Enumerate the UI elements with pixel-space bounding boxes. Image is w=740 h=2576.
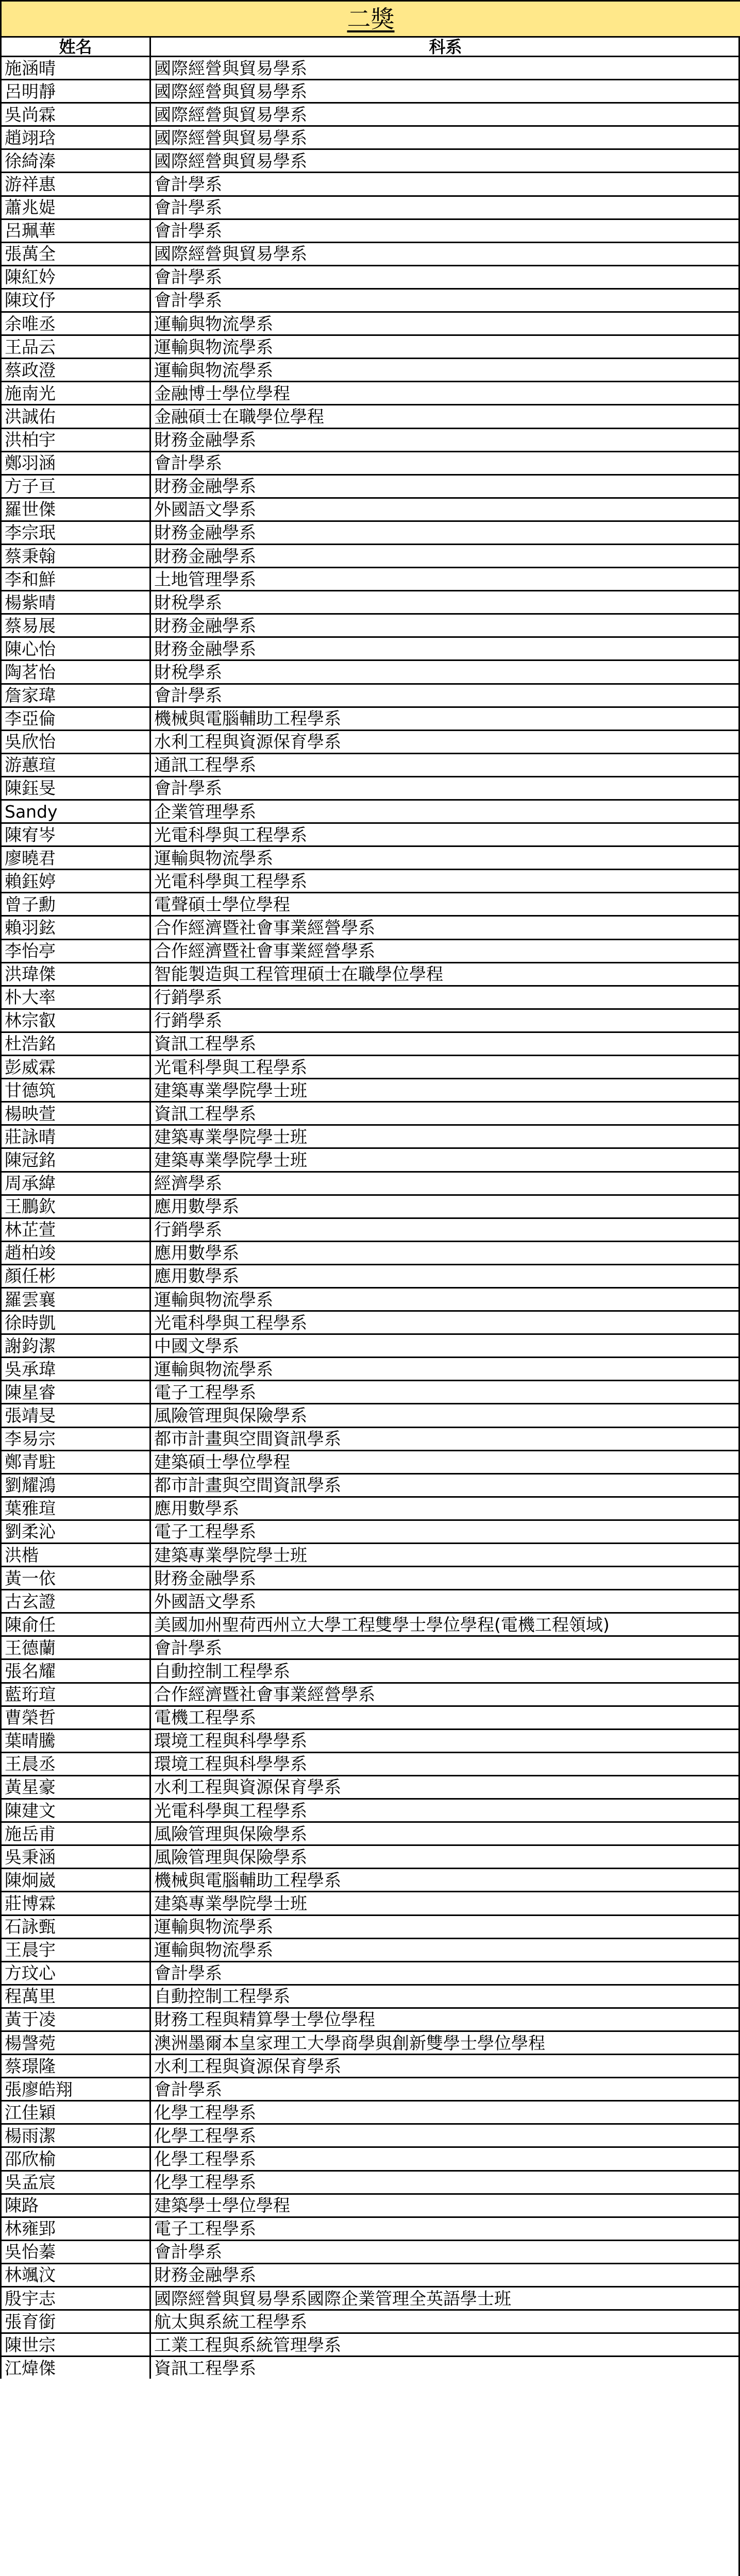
row-name-cell: 施岳甫 bbox=[0, 1821, 149, 1844]
row-department-cell: 土地管理學系 bbox=[149, 567, 740, 590]
row-name-cell: 周承緯 bbox=[0, 1171, 149, 1194]
row-department-cell: 化學工程學系 bbox=[149, 2123, 740, 2146]
row-department-cell: 光電科學與工程學系 bbox=[149, 822, 740, 845]
row-name-cell: 王晨丞 bbox=[0, 1752, 149, 1775]
row-department-cell: 會計學系 bbox=[149, 1961, 740, 1984]
row-name-cell: 余唯丞 bbox=[0, 311, 149, 334]
row-name-cell: 吳秉涵 bbox=[0, 1844, 149, 1868]
row-department-cell: 外國語文學系 bbox=[149, 1589, 740, 1612]
row-name-cell: 陳世宗 bbox=[0, 2332, 149, 2355]
row-name-cell: 蕭兆媞 bbox=[0, 195, 149, 218]
row-name-cell: 趙翊琀 bbox=[0, 125, 149, 148]
header-name: 姓名 bbox=[0, 36, 149, 56]
row-department-cell: 澳洲墨爾本皇家理工大學商學與創新雙學士學位學程 bbox=[149, 2030, 740, 2054]
row-department-cell: 應用數學系 bbox=[149, 1264, 740, 1287]
row-department-cell: 會計學系 bbox=[149, 2077, 740, 2100]
row-name-cell: 王晨宇 bbox=[0, 1938, 149, 1961]
row-department-cell: 會計學系 bbox=[149, 451, 740, 474]
row-department-cell: 國際經營與貿易學系 bbox=[149, 242, 740, 265]
row-name-cell: 陳冠銘 bbox=[0, 1147, 149, 1171]
row-department-cell: 合作經濟暨社會事業經營學系 bbox=[149, 939, 740, 962]
row-name-cell: 黃星豪 bbox=[0, 1775, 149, 1798]
row-name-cell: 施南光 bbox=[0, 381, 149, 404]
row-department-cell: 行銷學系 bbox=[149, 1217, 740, 1241]
row-department-cell: 工業工程與系統管理學系 bbox=[149, 2332, 740, 2355]
row-name-cell: 陶茗怡 bbox=[0, 659, 149, 683]
row-department-cell: 資訊工程學系 bbox=[149, 1031, 740, 1055]
row-department-cell: 電機工程學系 bbox=[149, 1705, 740, 1728]
row-name-cell: 葉晴騰 bbox=[0, 1728, 149, 1752]
row-department-cell: 建築學士學位學程 bbox=[149, 2193, 740, 2216]
row-department-cell: 都市計畫與空間資訊學系 bbox=[149, 1427, 740, 1450]
row-department-cell: 通訊工程學系 bbox=[149, 753, 740, 776]
row-department-cell: 機械與電腦輔助工程學系 bbox=[149, 706, 740, 730]
row-department-cell: 財務金融學系 bbox=[149, 613, 740, 636]
row-department-cell: 國際經營與貿易學系 bbox=[149, 148, 740, 172]
row-name-cell: 張廖皓翔 bbox=[0, 2077, 149, 2100]
row-department-cell: 建築專業學院學士班 bbox=[149, 1078, 740, 1101]
row-department-cell: 會計學系 bbox=[149, 683, 740, 706]
row-name-cell: 李宗珉 bbox=[0, 520, 149, 544]
row-name-cell: 陳紅妗 bbox=[0, 265, 149, 288]
row-name-cell: 吳承瑋 bbox=[0, 1357, 149, 1380]
row-name-cell: 蔡秉翰 bbox=[0, 544, 149, 567]
row-department-cell: 運輸與物流學系 bbox=[149, 1914, 740, 1938]
row-name-cell: 殷宇志 bbox=[0, 2286, 149, 2309]
row-name-cell: 曹榮哲 bbox=[0, 1705, 149, 1728]
row-name-cell: 楊謦菀 bbox=[0, 2030, 149, 2054]
row-department-cell: 應用數學系 bbox=[149, 1496, 740, 1519]
row-department-cell: 建築碩士學位學程 bbox=[149, 1450, 740, 1473]
row-name-cell: 朴大率 bbox=[0, 985, 149, 1008]
row-name-cell: 陳鈺旻 bbox=[0, 776, 149, 799]
row-department-cell: 環境工程與科學學系 bbox=[149, 1728, 740, 1752]
row-department-cell: 風險管理與保險學系 bbox=[149, 1821, 740, 1844]
row-department-cell: 會計學系 bbox=[149, 218, 740, 242]
row-name-cell: 王品云 bbox=[0, 334, 149, 358]
row-department-cell: 風險管理與保險學系 bbox=[149, 1844, 740, 1868]
row-name-cell: 林颯汶 bbox=[0, 2263, 149, 2286]
header-department: 科系 bbox=[149, 36, 740, 56]
row-name-cell: 羅雲襄 bbox=[0, 1287, 149, 1310]
row-name-cell: 蔡易展 bbox=[0, 613, 149, 636]
row-department-cell: 資訊工程學系 bbox=[149, 1101, 740, 1124]
row-department-cell: 行銷學系 bbox=[149, 985, 740, 1008]
row-department-cell: 航太與系統工程學系 bbox=[149, 2309, 740, 2332]
row-name-cell: 張萬全 bbox=[0, 242, 149, 265]
row-department-cell: 外國語文學系 bbox=[149, 497, 740, 520]
row-name-cell: 洪誠佑 bbox=[0, 404, 149, 427]
row-name-cell: 謝鈞潔 bbox=[0, 1333, 149, 1357]
row-department-cell: 美國加州聖荷西州立大學工程雙學士學位學程(電機工程領域) bbox=[149, 1612, 740, 1635]
table-title-text: 二獎 bbox=[347, 5, 395, 33]
row-department-cell: 金融博士學位學程 bbox=[149, 381, 740, 404]
row-department-cell: 會計學系 bbox=[149, 288, 740, 311]
row-name-cell: 陳路 bbox=[0, 2193, 149, 2216]
row-department-cell: 財務金融學系 bbox=[149, 636, 740, 659]
row-department-cell: 會計學系 bbox=[149, 265, 740, 288]
row-department-cell: 行銷學系 bbox=[149, 1008, 740, 1031]
row-name-cell: 鄭青駐 bbox=[0, 1450, 149, 1473]
row-name-cell: 張名耀 bbox=[0, 1658, 149, 1682]
row-name-cell: 方玟心 bbox=[0, 1961, 149, 1984]
row-department-cell: 風險管理與保險學系 bbox=[149, 1403, 740, 1426]
row-department-cell: 電聲碩士學位學程 bbox=[149, 892, 740, 915]
row-name-cell: 黃一依 bbox=[0, 1566, 149, 1589]
row-department-cell: 合作經濟暨社會事業經營學系 bbox=[149, 1682, 740, 1705]
row-department-cell: 國際經營與貿易學系 bbox=[149, 125, 740, 148]
row-name-cell: 杜浩銘 bbox=[0, 1031, 149, 1055]
row-name-cell: 鄭羽涵 bbox=[0, 451, 149, 474]
row-name-cell: 蔡政澄 bbox=[0, 358, 149, 381]
row-department-cell: 運輸與物流學系 bbox=[149, 1938, 740, 1961]
row-department-cell: 自動控制工程學系 bbox=[149, 1984, 740, 2007]
row-department-cell: 運輸與物流學系 bbox=[149, 845, 740, 869]
row-name-cell: 彭威霖 bbox=[0, 1055, 149, 1078]
row-department-cell: 財務金融學系 bbox=[149, 2263, 740, 2286]
row-name-cell: 楊紫晴 bbox=[0, 590, 149, 613]
row-name-cell: 程萬里 bbox=[0, 1984, 149, 2007]
row-name-cell: 張靖旻 bbox=[0, 1403, 149, 1426]
row-name-cell: 游蕙瑄 bbox=[0, 753, 149, 776]
row-name-cell: 邵欣榆 bbox=[0, 2146, 149, 2170]
row-name-cell: 吳尚霖 bbox=[0, 102, 149, 125]
row-department-cell: 都市計畫與空間資訊學系 bbox=[149, 1473, 740, 1496]
row-department-cell: 會計學系 bbox=[149, 195, 740, 218]
row-name-cell: 徐綺溱 bbox=[0, 148, 149, 172]
row-department-cell: 金融碩士在職學位學程 bbox=[149, 404, 740, 427]
row-name-cell: 黃于凌 bbox=[0, 2007, 149, 2030]
row-name-cell: 吳欣怡 bbox=[0, 730, 149, 753]
row-department-cell: 光電科學與工程學系 bbox=[149, 1055, 740, 1078]
row-name-cell: 劉耀鴻 bbox=[0, 1473, 149, 1496]
row-name-cell: 李亞倫 bbox=[0, 706, 149, 730]
row-department-cell: 化學工程學系 bbox=[149, 2146, 740, 2170]
row-department-cell: 光電科學與工程學系 bbox=[149, 1310, 740, 1333]
row-name-cell: 李和鮮 bbox=[0, 567, 149, 590]
table-title bbox=[0, 0, 740, 36]
row-department-cell: 運輸與物流學系 bbox=[149, 1287, 740, 1310]
row-department-cell: 光電科學與工程學系 bbox=[149, 1798, 740, 1821]
row-name-cell: 楊雨潔 bbox=[0, 2123, 149, 2146]
row-department-cell: 電子工程學系 bbox=[149, 1519, 740, 1543]
row-name-cell: 林宗叡 bbox=[0, 1008, 149, 1031]
row-department-cell: 環境工程與科學學系 bbox=[149, 1752, 740, 1775]
row-name-cell: 賴羽鉉 bbox=[0, 915, 149, 938]
row-department-cell: 光電科學與工程學系 bbox=[149, 869, 740, 892]
row-department-cell: 會計學系 bbox=[149, 776, 740, 799]
row-department-cell: 財務工程與精算學士學位學程 bbox=[149, 2007, 740, 2030]
row-department-cell: 運輸與物流學系 bbox=[149, 311, 740, 334]
row-name-cell: 洪瑋傑 bbox=[0, 962, 149, 985]
row-name-cell: 古玄證 bbox=[0, 1589, 149, 1612]
row-name-cell: 賴鈺婷 bbox=[0, 869, 149, 892]
row-department-cell: 財稅學系 bbox=[149, 590, 740, 613]
row-name-cell: 林雍郢 bbox=[0, 2216, 149, 2240]
row-name-cell: 王德蘭 bbox=[0, 1635, 149, 1658]
row-name-cell: 藍珩瑄 bbox=[0, 1682, 149, 1705]
row-department-cell: 運輸與物流學系 bbox=[149, 1357, 740, 1380]
row-name-cell: 趙柏竣 bbox=[0, 1241, 149, 1264]
row-name-cell: 洪楷 bbox=[0, 1543, 149, 1566]
row-department-cell: 財務金融學系 bbox=[149, 544, 740, 567]
row-name-cell: 吳孟宸 bbox=[0, 2170, 149, 2193]
row-department-cell: 電子工程學系 bbox=[149, 1380, 740, 1403]
row-name-cell: 方子亘 bbox=[0, 474, 149, 497]
row-department-cell: 經濟學系 bbox=[149, 1171, 740, 1194]
row-department-cell: 建築專業學院學士班 bbox=[149, 1543, 740, 1566]
row-department-cell: 資訊工程學系 bbox=[149, 2355, 740, 2379]
row-department-cell: 水利工程與資源保育學系 bbox=[149, 1775, 740, 1798]
row-name-cell: 洪柏宇 bbox=[0, 428, 149, 451]
row-department-cell: 應用數學系 bbox=[149, 1241, 740, 1264]
row-name-cell: 莊博霖 bbox=[0, 1891, 149, 1914]
row-department-cell: 會計學系 bbox=[149, 1635, 740, 1658]
row-name-cell: 曾子勳 bbox=[0, 892, 149, 915]
row-name-cell: 張育銜 bbox=[0, 2309, 149, 2332]
row-name-cell: 吳怡蓁 bbox=[0, 2240, 149, 2263]
row-department-cell: 國際經營與貿易學系國際企業管理全英語學士班 bbox=[149, 2286, 740, 2309]
row-name-cell: 莊詠晴 bbox=[0, 1124, 149, 1147]
row-name-cell: 王鵬欽 bbox=[0, 1194, 149, 1217]
row-name-cell: 陳星睿 bbox=[0, 1380, 149, 1403]
row-name-cell: 李怡亭 bbox=[0, 939, 149, 962]
row-department-cell: 運輸與物流學系 bbox=[149, 334, 740, 358]
row-name-cell: 蔡璟隆 bbox=[0, 2054, 149, 2077]
row-department-cell: 機械與電腦輔助工程學系 bbox=[149, 1868, 740, 1891]
row-department-cell: 國際經營與貿易學系 bbox=[149, 79, 740, 102]
row-department-cell: 化學工程學系 bbox=[149, 2100, 740, 2123]
row-name-cell: 游祥惠 bbox=[0, 172, 149, 195]
row-department-cell: 電子工程學系 bbox=[149, 2216, 740, 2240]
row-name-cell: 顏任彬 bbox=[0, 1264, 149, 1287]
row-department-cell: 建築專業學院學士班 bbox=[149, 1147, 740, 1171]
row-department-cell: 化學工程學系 bbox=[149, 2170, 740, 2193]
row-department-cell: 水利工程與資源保育學系 bbox=[149, 2054, 740, 2077]
row-name-cell: 陳建文 bbox=[0, 1798, 149, 1821]
row-department-cell: 財務金融學系 bbox=[149, 474, 740, 497]
row-department-cell: 運輸與物流學系 bbox=[149, 358, 740, 381]
row-department-cell: 財稅學系 bbox=[149, 659, 740, 683]
row-name-cell: 廖曉君 bbox=[0, 845, 149, 869]
row-name-cell: 劉柔沁 bbox=[0, 1519, 149, 1543]
row-name-cell: 陳玟伃 bbox=[0, 288, 149, 311]
row-department-cell: 應用數學系 bbox=[149, 1194, 740, 1217]
row-department-cell: 企業管理學系 bbox=[149, 799, 740, 822]
row-name-cell: 陳俞任 bbox=[0, 1612, 149, 1635]
row-name-cell: 詹家瑋 bbox=[0, 683, 149, 706]
row-name-cell: 楊映萱 bbox=[0, 1101, 149, 1124]
row-name-cell: 石詠甄 bbox=[0, 1914, 149, 1938]
row-name-cell: 陳心怡 bbox=[0, 636, 149, 659]
row-department-cell: 中國文學系 bbox=[149, 1333, 740, 1357]
row-name-cell: Sandy bbox=[0, 799, 149, 822]
row-name-cell: 呂珮華 bbox=[0, 218, 149, 242]
row-name-cell: 甘德筑 bbox=[0, 1078, 149, 1101]
row-department-cell: 會計學系 bbox=[149, 2240, 740, 2263]
row-department-cell: 國際經營與貿易學系 bbox=[149, 56, 740, 79]
row-name-cell: 陳炯崴 bbox=[0, 1868, 149, 1891]
row-department-cell: 水利工程與資源保育學系 bbox=[149, 730, 740, 753]
row-department-cell: 建築專業學院學士班 bbox=[149, 1124, 740, 1147]
row-department-cell: 智能製造與工程管理碩士在職學位學程 bbox=[149, 962, 740, 985]
row-department-cell: 財務金融學系 bbox=[149, 428, 740, 451]
row-name-cell: 施涵晴 bbox=[0, 56, 149, 79]
row-name-cell: 葉雅瑄 bbox=[0, 1496, 149, 1519]
row-name-cell: 林芷萱 bbox=[0, 1217, 149, 1241]
row-name-cell: 徐時凱 bbox=[0, 1310, 149, 1333]
row-name-cell: 江佳穎 bbox=[0, 2100, 149, 2123]
row-department-cell: 國際經營與貿易學系 bbox=[149, 102, 740, 125]
row-department-cell: 建築專業學院學士班 bbox=[149, 1891, 740, 1914]
row-department-cell: 會計學系 bbox=[149, 172, 740, 195]
row-department-cell: 財務金融學系 bbox=[149, 1566, 740, 1589]
row-department-cell: 自動控制工程學系 bbox=[149, 1658, 740, 1682]
row-name-cell: 呂明靜 bbox=[0, 79, 149, 102]
row-department-cell: 合作經濟暨社會事業經營學系 bbox=[149, 915, 740, 938]
row-name-cell: 李易宗 bbox=[0, 1427, 149, 1450]
row-name-cell: 羅世傑 bbox=[0, 497, 149, 520]
row-department-cell: 財務金融學系 bbox=[149, 520, 740, 544]
row-name-cell: 江煒傑 bbox=[0, 2355, 149, 2379]
row-name-cell: 陳宥岑 bbox=[0, 822, 149, 845]
